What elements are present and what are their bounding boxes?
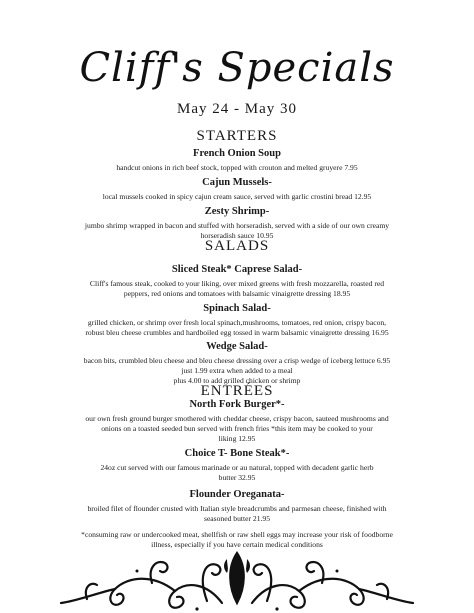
section-heading-salads: SALADS xyxy=(204,238,270,254)
item-description-line: Cliff's famous steak, cooked to your liking, over mixed greens with fresh mozzarella, roasted red xyxy=(89,279,385,288)
section-heading-entrees: ENTRÉES xyxy=(200,383,274,399)
item-name: Sliced Steak* Caprese Salad- xyxy=(171,264,303,275)
menu-item xyxy=(30,340,444,386)
item-description xyxy=(30,192,444,202)
item-description-line: liking 12.95 xyxy=(218,434,256,443)
item-name: French Onion Soup xyxy=(193,148,281,159)
section-heading-starters: STARTERS xyxy=(196,128,278,144)
menu-title: Cliff's Specials xyxy=(79,45,395,91)
item-description-line: seasoned butter 21.95 xyxy=(203,514,270,523)
item-name: Choice T- Bone Steak*- xyxy=(184,448,290,459)
item-description-line: handcut onions in rich beef stock, topped with crouton and melted gruyere 7.95 xyxy=(116,163,358,172)
item-description-line: bacon bits, crumbled bleu cheese and bleu cheese dressing over a crisp wedge of iceberg lettuce 6.95 xyxy=(83,356,391,365)
menu-dates: May 24 - May 30 xyxy=(177,101,297,117)
item-description-line: our own fresh ground burger smothered with cheddar cheese, crispy bacon, sauteed mushrooms and xyxy=(85,414,389,423)
item-name: Flounder Oreganata- xyxy=(189,489,285,500)
item-description-line: butter 32.95 xyxy=(218,473,256,482)
swirl-ornament-icon xyxy=(57,543,417,611)
item-name: North Fork Burger*- xyxy=(189,399,285,410)
item-description xyxy=(30,279,444,299)
item-description xyxy=(30,356,444,386)
item-description-line: just 1.99 extra when added to a meal xyxy=(181,366,293,375)
menu-item xyxy=(30,176,444,202)
item-description-line: jumbo shrimp wrapped in bacon and stuffed with horseradish, served with a side of our own creamy xyxy=(84,221,390,230)
menu-item xyxy=(30,147,444,173)
item-description-line: onions on a toasted seeded bun served with french fries *this item may be cooked to your xyxy=(101,424,373,433)
menu-item xyxy=(30,302,444,338)
item-name: Zesty Shrimp- xyxy=(204,206,270,217)
menu-item xyxy=(30,398,444,444)
item-description-line: 24oz cut served with our famous marinade or au natural, topped with decadent garlic herb xyxy=(100,463,374,472)
item-description xyxy=(30,463,444,483)
item-description-line: peppers, red onions and tomatoes with balsamic vinaigrette dressing 18.95 xyxy=(123,289,351,298)
footnote-line: *consuming raw or undercooked meat, shellfish or raw shell eggs may increase your risk of foodborne xyxy=(81,530,393,539)
item-description xyxy=(30,163,444,173)
item-description xyxy=(30,414,444,444)
menu-item xyxy=(30,205,444,241)
item-description xyxy=(30,318,444,338)
item-description xyxy=(30,504,444,524)
item-description-line: broiled filet of flounder crusted with Italian style breadcrumbs and parmesan cheese, finished with xyxy=(87,504,387,513)
menu-item xyxy=(30,488,444,524)
item-description-line: robust bleu cheese crumbles and hardboiled egg tossed in warm balsamic vinaigrette dressing 16.95 xyxy=(85,328,389,337)
item-description-line: grilled chicken, or shrimp over fresh local spinach,mushrooms, tomatoes, red onion, crispy bacon, xyxy=(87,318,387,327)
item-name: Cajun Mussels- xyxy=(202,177,272,188)
item-description-line: plus 4.00 to add grilled chicken or shrimp xyxy=(173,376,301,385)
menu-item xyxy=(30,447,444,483)
item-name: Spinach Salad- xyxy=(203,303,271,314)
item-description-line: local mussels cooked in spicy cajun cream sauce, served with garlic crostini bread 12.95 xyxy=(102,192,372,201)
item-description-line: horseradish sauce 10.95 xyxy=(200,231,274,240)
footnote-line: illness, especially if you have certain medical conditions xyxy=(151,540,323,549)
menu-item xyxy=(30,263,444,299)
item-name: Wedge Salad- xyxy=(206,341,268,352)
